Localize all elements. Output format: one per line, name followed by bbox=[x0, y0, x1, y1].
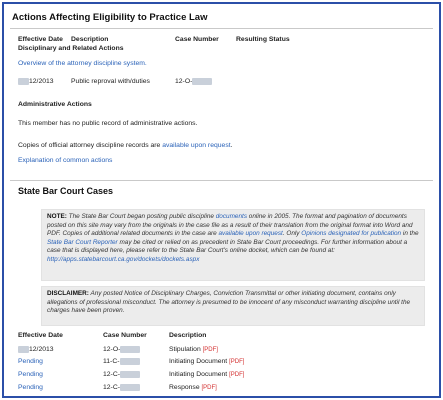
case-row-number bbox=[103, 345, 140, 354]
header-description: Description bbox=[71, 36, 109, 43]
row-date: 12/2013 bbox=[29, 78, 54, 85]
state-bar-court-reporter-link[interactable]: State Bar Court Reporter bbox=[47, 238, 118, 246]
overview-link[interactable]: Overview of the attorney discipline system. bbox=[18, 60, 147, 67]
case-row-description bbox=[169, 345, 218, 355]
divider bbox=[10, 180, 433, 181]
note-text: The State Bar Court began posting public discipline bbox=[68, 213, 214, 220]
section-title-state-bar-court: State Bar Court Cases bbox=[18, 186, 114, 196]
case-prefix: 12-C- bbox=[103, 371, 120, 378]
case-row-number bbox=[103, 383, 140, 392]
header-case-number: Case Number bbox=[175, 36, 219, 43]
case-row-description bbox=[169, 383, 217, 393]
cases-header-effective-date: Effective Date bbox=[18, 332, 63, 339]
divider bbox=[10, 28, 433, 29]
header-disciplinary-actions: Disciplinary and Related Actions bbox=[18, 45, 124, 52]
pdf-link[interactable]: [PDF] bbox=[229, 372, 245, 378]
description-text: Stipulation bbox=[169, 346, 201, 353]
copies-period: . bbox=[230, 142, 233, 149]
documents-link[interactable]: documents bbox=[215, 213, 248, 220]
admin-actions-title: Administrative Actions bbox=[18, 101, 92, 108]
description-text: Initiating Document bbox=[169, 358, 228, 365]
redacted-text bbox=[18, 346, 29, 353]
redacted-text bbox=[120, 346, 140, 353]
redacted-text bbox=[192, 78, 212, 85]
row-date: 12/2013 bbox=[29, 346, 54, 353]
copies-text: Copies of official attorney discipline records are bbox=[18, 142, 161, 149]
header-effective-date: Effective Date bbox=[18, 36, 63, 43]
page-frame bbox=[2, 2, 441, 398]
header-resulting-status: Resulting Status bbox=[236, 36, 290, 43]
cases-header-case-number: Case Number bbox=[103, 332, 147, 339]
redacted-text bbox=[120, 358, 140, 365]
disclaimer-box bbox=[41, 286, 425, 326]
case-row-description bbox=[169, 357, 244, 367]
cases-header-description: Description bbox=[169, 332, 207, 339]
pending-link[interactable]: Pending bbox=[18, 371, 43, 378]
dockets-url-link[interactable]: http://apps.statebarcourt.ca.gov/dockets/dockets.aspx bbox=[47, 255, 200, 263]
disclaimer-text: Any posted Notice of Disciplinary Charges, Conviction Transmittal or other initiating document, contains only allegations of professional misconduct. The attorney is presumed to be innocent of any misconduct warranting discipline until the charges have been proven. bbox=[47, 290, 411, 315]
case-row-number bbox=[103, 370, 140, 379]
explanation-link[interactable]: Explanation of common actions bbox=[18, 157, 113, 164]
case-prefix: 12-C- bbox=[103, 384, 120, 391]
pending-link[interactable]: Pending bbox=[18, 384, 43, 391]
description-text: Initiating Document bbox=[169, 371, 228, 378]
note-text: in the bbox=[402, 230, 419, 238]
note-text: may be cited or relied on as precedent in State Bar Court proceedings. For further information about a case that is displayed here, please refer to the State Bar Court's online docket, which can be found at: bbox=[47, 238, 408, 255]
row-case-prefix: 12-O- bbox=[175, 78, 193, 85]
pdf-link[interactable]: [PDF] bbox=[229, 359, 245, 365]
note-box bbox=[41, 209, 425, 281]
pending-link[interactable]: Pending bbox=[18, 358, 43, 365]
note-text: online in 2005. The format and pagination of documents posted on this site may vary from the originals in the case file as a result of their translation from the original format into Word and PDF. Copies of additional related documents in the case are bbox=[47, 213, 413, 238]
case-row-description bbox=[169, 370, 244, 380]
redacted-text bbox=[18, 78, 29, 85]
section-title-eligibility: Actions Affecting Eligibility to Practice Law bbox=[12, 12, 208, 23]
copies-line bbox=[18, 141, 233, 150]
pdf-link[interactable]: [PDF] bbox=[201, 385, 217, 391]
description-text: Response bbox=[169, 384, 200, 391]
redacted-text bbox=[120, 371, 140, 378]
disclaimer-label: DISCLAIMER: bbox=[47, 290, 89, 297]
admin-actions-text: This member has no public record of administrative actions. bbox=[18, 120, 198, 127]
note-text: . Only bbox=[282, 230, 300, 238]
available-upon-request-link[interactable]: available upon request bbox=[218, 230, 283, 238]
row-description: Public reproval with/duties bbox=[71, 78, 150, 85]
case-row-date bbox=[18, 345, 54, 354]
case-prefix: 12-O- bbox=[103, 346, 121, 353]
case-prefix: 11-C- bbox=[103, 358, 120, 365]
case-row-number bbox=[103, 357, 140, 366]
pdf-link[interactable]: [PDF] bbox=[202, 347, 218, 353]
discipline-row bbox=[18, 77, 54, 86]
available-upon-request-link[interactable]: available upon request bbox=[162, 142, 231, 149]
row-case-number bbox=[175, 77, 212, 86]
note-label: NOTE: bbox=[47, 213, 67, 220]
redacted-text bbox=[120, 384, 140, 391]
opinions-link[interactable]: Opinions designated for publication bbox=[301, 230, 402, 238]
